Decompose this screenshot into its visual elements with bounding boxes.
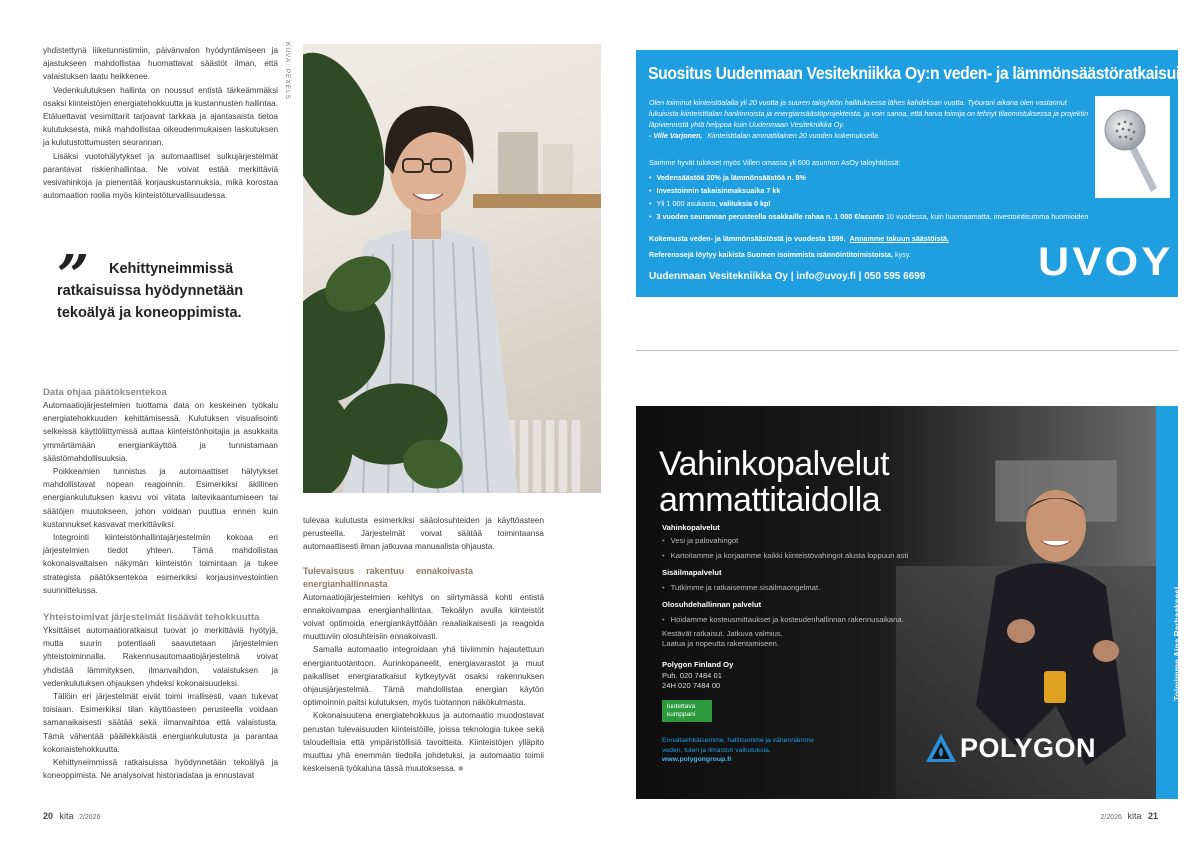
experience-line: Kokemusta veden- ja lämmönsäästöstä jo vuodesta 1999. Annamme takuun säästöistä. [649,234,950,243]
list-item: • Yli 1 000 asukasta, valituksia 0 kpl [649,197,1174,210]
paragraph: Vedenkulutuksen hallinta on noussut entistä tärkeämmäksi osaksi kiinteistöjen energiatehokkuutta ja kustannusten hallintaa. Etäluettavat vesimittarit tarjoavat tarkkaa ja ajantasaista tietoa kulutuksesta, mikä mahdollistaa oikeudenmukaisen laskutuksen ja kulutustottumusten seurannan. [43,85,278,148]
trusted-partner-badge: luotettava kumppani [662,700,712,722]
uvoy-contact[interactable]: Uudenmaan Vesitekniikka Oy | info@uvoy.fi | 050 595 6699 [649,271,926,282]
page-number: 21 [1147,811,1158,821]
end-mark-icon: ■ [458,764,464,774]
paragraph: Automaatiojärjestelmien kehitys on siirtymässä kohti entistä ennakoivampaa energianhallintaa. Tekoälyn avulla kiinteistöt voivat optimoida energiankäyttöään reaaliaikaisesti ja reagoida muuttuviin olosuhteisiin ennakoivasti. [303,592,544,642]
issue-number: 2/2026 [79,814,101,821]
paragraph: Poikkeamien tunnistus ja automaattiset hälytykset mahdollistavat nopean reagoinnin. Esimerkiksi äkillinen energiankulutuksen kasvu voi viitata laitevikaantumiseen tai säätöjen muutokseen, johon voidaan puuttua ennen kuin kustannukset kasvavat merkittäviksi. [43,467,278,529]
list-item: • Investoinnin takaisinmaksuaika 7 kk [649,184,1174,197]
list-item: • Tutkimme ja ratkaisemme sisäilmaongelmat. [662,582,962,595]
pull-quote-text: Kehittyneimmissä ratkaisuissa hyödynnetään tekoälyä ja koneoppimista. [57,261,244,321]
polygon-title: Vahinkopalvelut ammattitaidolla [659,445,890,519]
paragraph: Integrointi kiinteistönhallintajärjestelmiin kokoaa eri järjestelmien tiedot yhteen. Tämä mahdollistaa kokonaisvaltaisen näkymän kiinteistön toimintaan ja tukee strategista päätöksentekoa esimerkiksi korjausinvestointien suunnittelussa. [43,533,278,595]
quote-author-title: Kiinteistöalan ammattilainen 20 vuoden kokemuksella [707,131,878,140]
quote-author: - Ville Varjonen, [649,131,703,140]
left-column-top [43,44,278,202]
list-item: • Kartoitamme ja korjaamme kaikki kiinteistövahingot alusta loppuun asti [662,550,962,563]
results-list [649,171,1174,223]
guarantee-link[interactable]: Annamme takuun säästöistä. [849,234,950,243]
paragraph: Lisäksi vuotohälytykset ja automaattiset sulkujärjestelmät parantavat riskienhallintaa. Ne voivat estää merkittäviä vesivahinkoja ja pienentää korjauskustannuksia, mikä korostaa automaation roolia myös kiinteistöturvallisuudessa. [43,151,278,201]
polygon-logo-icon [924,732,958,764]
woman-photo-illustration [303,44,601,493]
section-title: Tulevaisuus rakentuu ennakoivasta energianhallinnasta [303,565,473,589]
references-line: Referenssejä löytyy kaikista Suomen isoimmista isännöintitoimistoista, kysy. [649,250,911,259]
polygon-logo: POLYGON [924,732,1096,764]
paragraph: Automaatiojärjestelmien tuottama data on keskeinen työkalu energiatehokkuuden kehittämisessä. Kulutuksen visualisointi selkeissä käyttöliittymissä auttaa kiinteistönhoitajia ja asukkaita ymmärtämään energiankäyttöä ja tunnistamaan säästömahdollisuuksia. [43,401,278,463]
uvoy-logo: UVOY [1038,240,1174,284]
uvoy-quote: Olen toiminut kiinteistöalalla yli 20 vuotta ja suuren taloyhtiön hallituksessa lähes kahdeksan vuotta. Työurani aikana olen vastannut lukuisista kiinteistöalan hankinnoista ja energiansäästöprojekteista, ja voin sanoa, että harva toimija on tehnyt tilaomistuksessa ja projektin läpiviennistä yhtä helppoa kuin Uudenmaan Vesitekniikka Oy. - Ville Varjonen, Kiinteistöalan ammattilainen 20 vuoden kokemuksella [649,98,1089,140]
issue-number: 2/2026 [1100,814,1122,821]
paragraph: Samalla automaatio integroidaan yhä tiiviimmin hajautettuun energiantuotantoon. Aurinkopaneelit, energiavarastot ja muut paikalliset energiaratkaisut kytkeytyvät osaksi rakennuksen ohjausjärjestelmiä. Tämä mahdollistaa energian käytön optimoinnin paitsi kulutuksen, myös tuotannon näkökulmasta. [303,645,544,708]
tagline: Kestävät ratkaisut. Jatkuva valmius. Laatua ja nopeutta rakentamiseen. [662,629,783,648]
paragraph: yhdistettynä liiketunnistimiin, päivänvalon hyödyntämiseen ja ajastukseen mahdollistaa huomattavat säästöt ilman, että valaistuksen laatu heikkenee. [43,46,278,82]
quote-mark-icon: ” [57,243,90,309]
photo-credit: KUVA: PEXELS [284,42,291,101]
paragraph: tulevaa kulutusta esimerkiksi sääolosuhteiden ja käyttöasteen perusteella. Järjestelmät voivat säätää toimintaansa automaattisesti ilman jatkuvaa manuaalista ohjausta. [303,516,544,552]
left-footer [43,811,100,821]
list-item: • Vesi ja palovahingot [662,535,962,548]
service-heading: Olosuhdehallinnan palvelut [662,599,762,609]
paragraph: Yksittäiset automaatioratkaisut tuovat jo merkittäviä hyötyjä, mutta suurin potentiaali saavutetaan järjestelmien yhteistoiminnalla. Rakennusautomaatiojärjestelmä voivat yhdistää lämmityksen, ilmanvaihdon, valaistuksen ja vedenkulutuksen ohjauksen yhdeksi kokonaisuudeksi. [43,626,278,688]
uvoy-ad [636,50,1197,297]
services-list [662,522,962,627]
service-heading: Sisäilmapalvelut [662,567,722,577]
polygon-bottom-text: Ennaltaehkäisemme, hallitsemme ja vähennämme veden, tulen ja ilmaston vaikutuksia. www.polygongroup.fi [662,737,814,763]
paragraph: Kehittyneimmissä ratkaisuissa hyödynnetään tekoälyä ja koneoppimista. Ne analysoivat historiadataa ja ennustavat [43,758,278,781]
list-item: • 3 vuoden seurannan perusteella osakkaille rahaa n. 1 000 €/asunto 10 vuodessa, kuin huomaamatta, investointisumma huomioiden [649,210,1174,223]
paragraph: Tällöin eri järjestelmät eivät toimi irrallisesti, vaan tukevat toisiaan. Esimerkiksi tilan käyttöasteen perusteella voidaan samanaikaisesti säätää sekä ilmanvaihtoa että valaistusta. Tämä vähentää päällekkäistä energiankulutusta ja parantaa kokonaistehokkuutta. [43,692,278,754]
magazine-name: kita [1127,811,1142,821]
article-photo [303,44,601,493]
company-contact: Polygon Finland Oy Puh. 020 7484 01 24H 020 7484 00 [662,660,734,690]
list-item: • Hoidamme kosteusmittaukset ja kosteudenhallinnan rakennusaikana. [662,614,962,627]
polygon-ad [636,406,1156,799]
side-slogan: Toimimme Aina Parhaaksesi. [1172,584,1182,701]
paragraph: Kokonaisuutena energiatehokkuus ja automaatio muodostavat perustan tulevaisuuden kiinteistöille, joissa teknologia tukee sekä taloudellisia että ympäristöllisiä tavoitteita. Kiinteistöjen ylläpito muuttuu yhä enemmän tiedolla johdetuksi, ja automaatio toimii keskeisenä työkaluna tässä muutoksessa. ■ [303,711,544,774]
right-footer [1101,811,1158,821]
magazine-name: kita [59,811,74,821]
list-item: • Vedensäästöä 20% ja lämmönsäästöä n. 8% [649,171,1174,184]
pull-quote [57,243,277,324]
results-intro: Saimme hyvät tulokset myös Villen omassa yli 600 asunnon AsOy taloyhtiössä: [649,158,901,167]
ad-divider [636,350,1178,351]
section-data [43,386,278,597]
polygon-side-strip [1156,406,1182,799]
uvoy-title: Suositus Uudenmaan Vesitekniikka Oy:n veden- ja lämmönsäästöratkaisuille [648,63,1197,83]
section-systems [43,611,278,782]
section-title: Data ohjaa päätöksentekoa [43,387,167,398]
website-link[interactable]: www.polygongroup.fi [662,756,732,763]
page-number: 20 [43,811,54,821]
service-heading: Vahinkopalvelut [662,523,720,532]
middle-column [303,514,544,775]
section-title: Yhteistoimivat järjestelmät lisäävät tehokkuutta [43,612,260,623]
